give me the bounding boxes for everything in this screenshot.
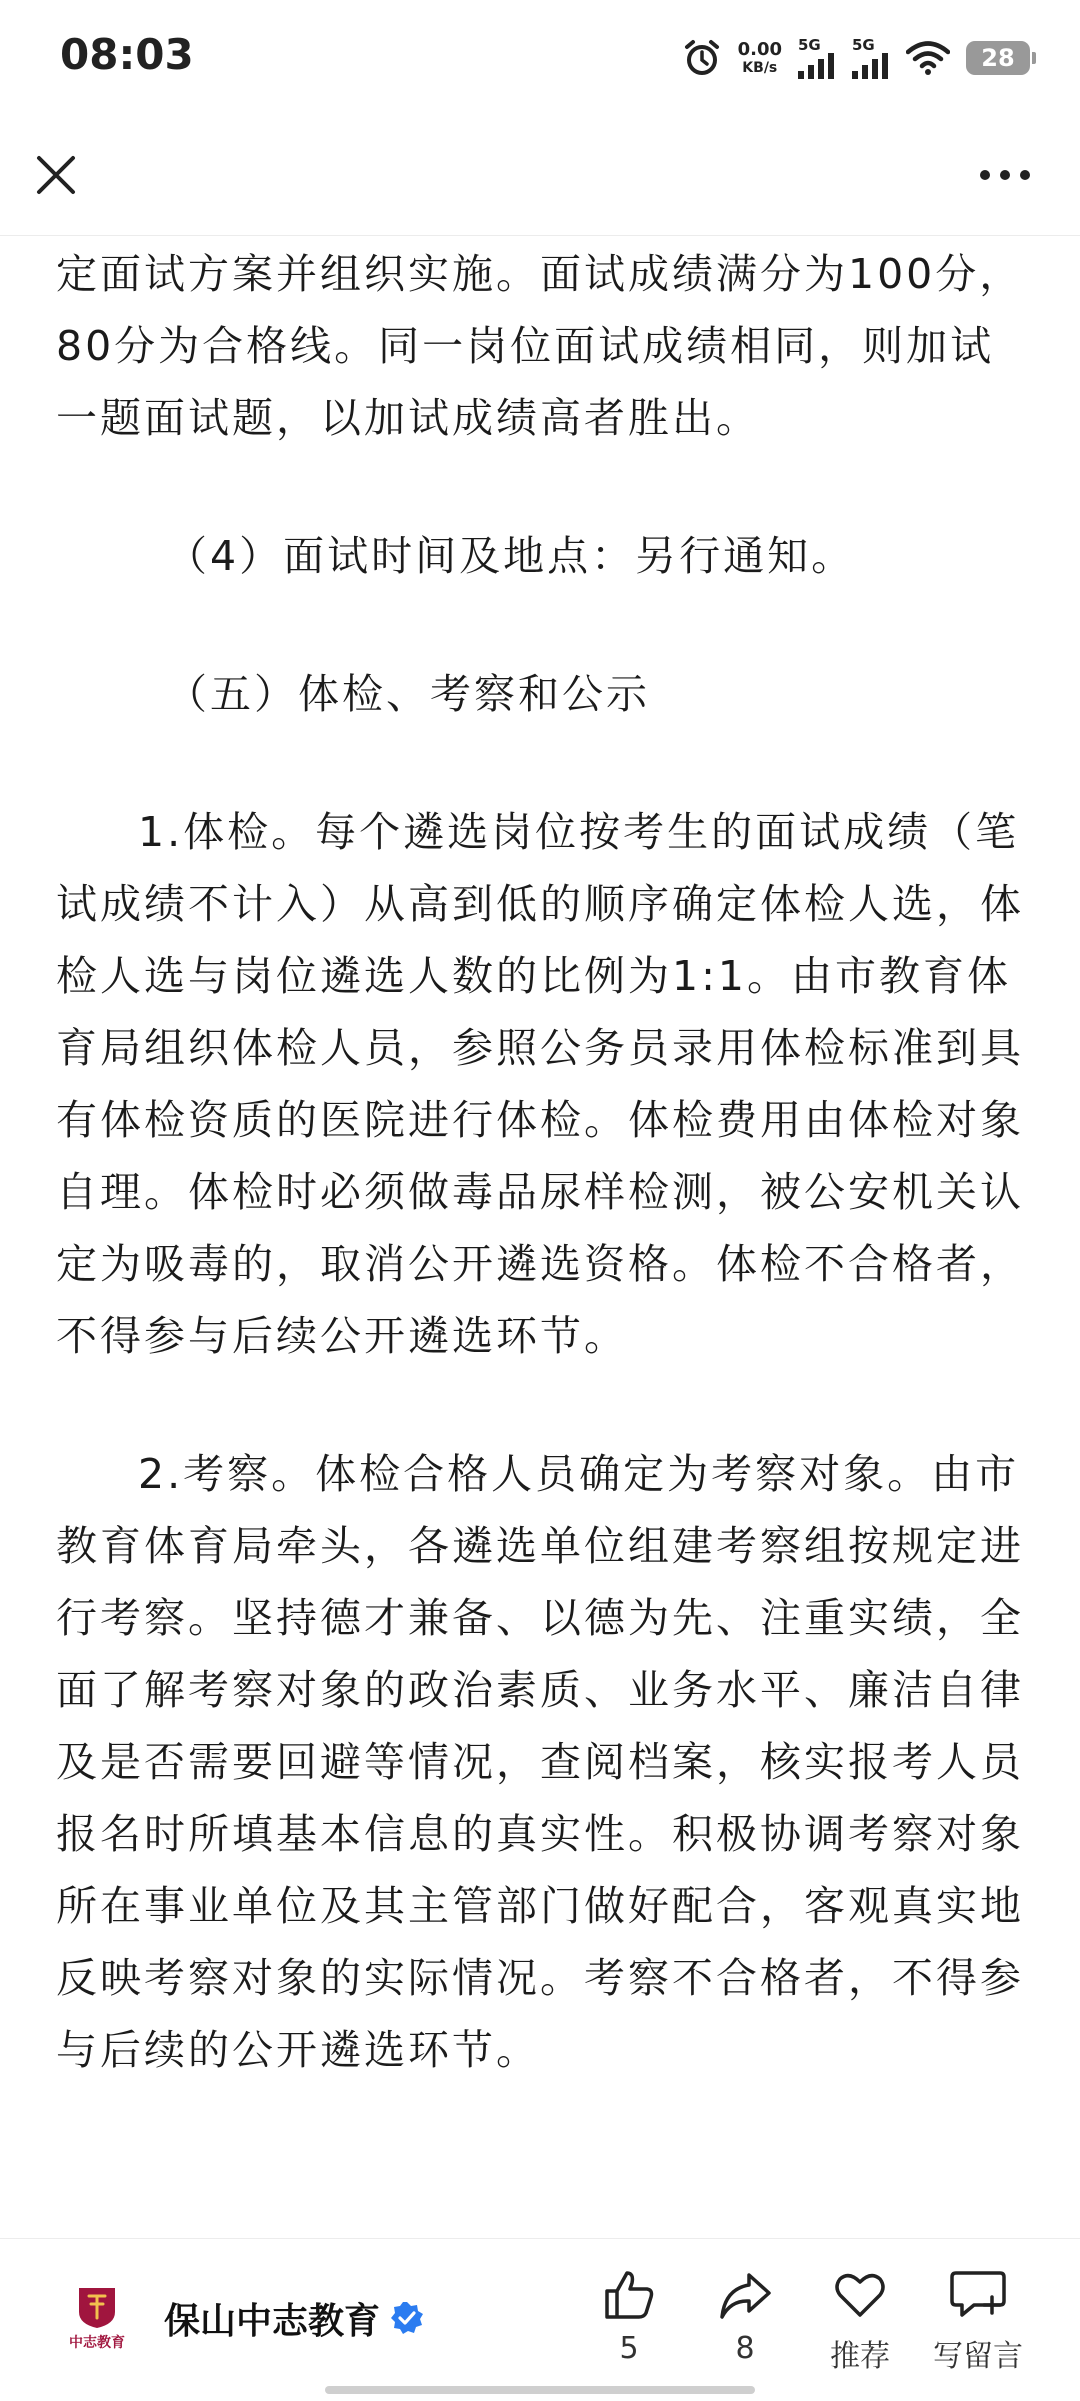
home-indicator[interactable] <box>325 2386 755 2394</box>
share-arrow-icon <box>717 2267 773 2323</box>
close-icon <box>35 154 77 196</box>
sim1-signal <box>798 37 836 79</box>
like-count: 5 <box>619 2331 639 2366</box>
article-section-heading: （五）体检、考察和公示 <box>166 670 650 718</box>
network-speed-value: 0.00 <box>737 39 782 60</box>
comment-button[interactable] <box>918 2267 1038 2375</box>
account-info[interactable] <box>52 2273 424 2363</box>
share-count: 8 <box>735 2331 755 2366</box>
comment-label: 写留言 <box>933 2339 1023 2374</box>
like-button[interactable] <box>569 2267 689 2366</box>
article-body <box>56 238 1036 2198</box>
article-paragraph: （4）面试时间及地点：另行通知。 <box>166 532 856 580</box>
close-button[interactable] <box>26 145 86 205</box>
heart-icon <box>832 2267 888 2323</box>
avatar[interactable] <box>52 2273 142 2363</box>
battery-indicator: 28 <box>966 41 1030 75</box>
status-bar <box>0 0 1080 115</box>
school-logo-icon <box>75 2284 119 2330</box>
top-nav <box>0 115 1080 236</box>
wifi-icon <box>906 41 950 75</box>
sim2-signal <box>852 37 890 79</box>
recommend-button[interactable] <box>800 2267 920 2375</box>
network-speed <box>738 40 782 76</box>
sim2-label: 5G <box>852 36 875 54</box>
account-name[interactable]: 保山中志教育 <box>164 2300 381 2342</box>
article-paragraph: 1.体检。每个遴选岗位按考生的面试成绩（笔试成绩不计入）从高到低的顺序确定体检人选，体检人选与岗位遴选人数的比例为1:1。由市教育体育局组织体检人员，参照公务员录用体检标准到具有体检资质的医院进行体检。体检费用由体检对象自理。体检时必须做毒品尿样检测，被公安机关认定为吸毒的，取消公开遴选资格。体检不合格者，不得参与后续公开遴选环节。 <box>56 808 1024 1360</box>
thumbs-up-icon <box>601 2267 657 2323</box>
network-speed-unit: KB/s <box>742 60 778 76</box>
signal-bars-icon <box>852 53 890 79</box>
share-button[interactable] <box>685 2267 805 2366</box>
more-button[interactable] <box>970 145 1040 205</box>
alarm-icon <box>682 38 722 78</box>
verified-badge-icon <box>390 2301 424 2335</box>
status-time: 08:03 <box>60 30 194 79</box>
signal-bars-icon <box>798 53 836 79</box>
sim1-label: 5G <box>798 36 821 54</box>
bottom-bar <box>0 2238 1080 2401</box>
avatar-text: 中志教育 <box>69 2335 125 2351</box>
recommend-label: 推荐 <box>830 2339 890 2374</box>
comment-add-icon <box>948 2267 1008 2323</box>
article-paragraph: 2.考察。体检合格人员确定为考察对象。由市教育体育局牵头，各遴选单位组建考察组按规定进行考察。坚持德才兼备、以德为先、注重实绩，全面了解考察对象的政治素质、业务水平、廉洁自律及是否需要回避等情况，查阅档案，核实报考人员报名时所填基本信息的真实性。积极协调考察对象所在事业单位及其主管部门做好配合，客观真实地反映考察对象的实际情况。考察不合格者，不得参与后续的公开遴选环节。 <box>56 1450 1024 2074</box>
status-icons <box>682 32 1030 84</box>
more-icon <box>978 168 1032 182</box>
article-paragraph: 定面试方案并组织实施。面试成绩满分为100分，80分为合格线。同一岗位面试成绩相同，则加试一题面试题，以加试成绩高者胜出。 <box>56 250 1024 442</box>
